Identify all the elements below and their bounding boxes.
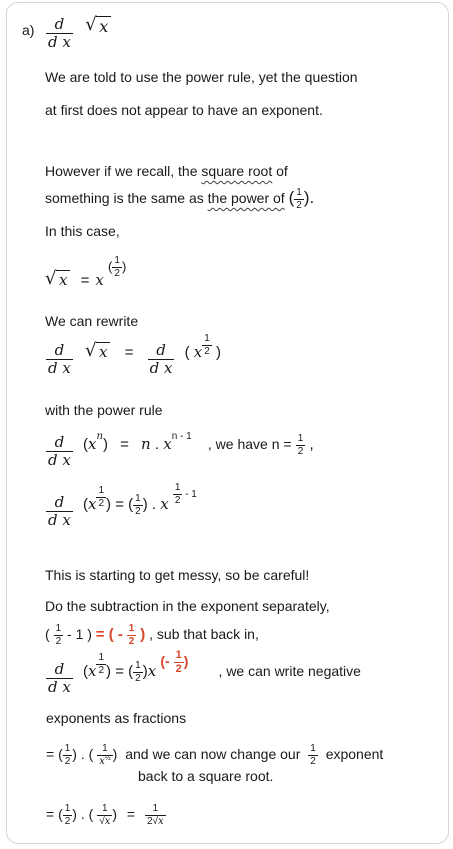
rewrite-equation: $\frac{d}{\text{d x}}$ √ x = $\frac{d}{\text{d x}}$ ( x $\frac{1}{2}$ ): [48, 333, 221, 377]
paragraph-7: with the power rule: [45, 402, 163, 418]
exponent-subtraction: ( $\frac{1}{2}$ - 1 ) = ( - $\frac{1}{2}$ ) , sub that back in,: [45, 623, 259, 647]
identity-equation: √ x = x ( $\frac{1}{2}$ ): [45, 255, 127, 289]
paragraph-3: However if we recall, the square root of: [45, 163, 288, 179]
derivative-operator: $\frac{d}{\text{d x}}$: [48, 15, 71, 51]
applied-rule-equation: $\frac{d}{\text{d x}}$ (x $\frac{1}{2}$ ) = ( $\frac{1}{2}$ ) . x $^{\frac{1}{2} - 1}$: [48, 482, 197, 529]
sqrt-x: √ x: [85, 17, 111, 37]
paragraph-1: We are told to use the power rule, yet the question: [45, 69, 358, 85]
paragraph-5: In this case,: [45, 223, 120, 239]
fraction-form-equation: = ( $\frac{1}{2}$ ) . ( $\frac{1}{x^{\frac{1}{2}}}$ ) and we can now change our $\frac{1}{2}$ exponent: [46, 743, 384, 767]
paragraph-9: This is starting to get messy, so be careful!: [45, 567, 310, 583]
paragraph-6: We can rewrite: [45, 313, 139, 329]
final-answer-equation: = ( $\frac{1}{2}$ ) . ( $\frac{1}{√x}$ ) = $\frac{1}{2√x}$: [46, 803, 164, 827]
paragraph-13: exponents as fractions: [46, 710, 187, 726]
sqrt-x: √ x: [45, 271, 70, 289]
power-rule-equation: $\frac{d}{\text{d x}}$ $(x^n) = n$ . $x^{n - 1}$ , we have n = $\frac{1}{2}$ ,: [48, 431, 314, 469]
substituted-equation: $\frac{d}{\text{d x}}$ (x $\frac{1}{2}$ ) = ( $\frac{1}{2}$ )x (- $\frac{1}{2}$ ) , we can write negative: [48, 649, 361, 696]
paragraph-15: back to a square root.: [138, 768, 274, 784]
paragraph-10: Do the subtraction in the exponent separately,: [45, 598, 330, 614]
problem-expression: [46, 13, 111, 51]
paragraph-4: something is the same as the power of ( $\frac{1}{2}$ ).: [45, 187, 315, 211]
part-label: a): [22, 22, 35, 38]
paragraph-2: at first does not appear to have an exponent.: [45, 102, 323, 118]
